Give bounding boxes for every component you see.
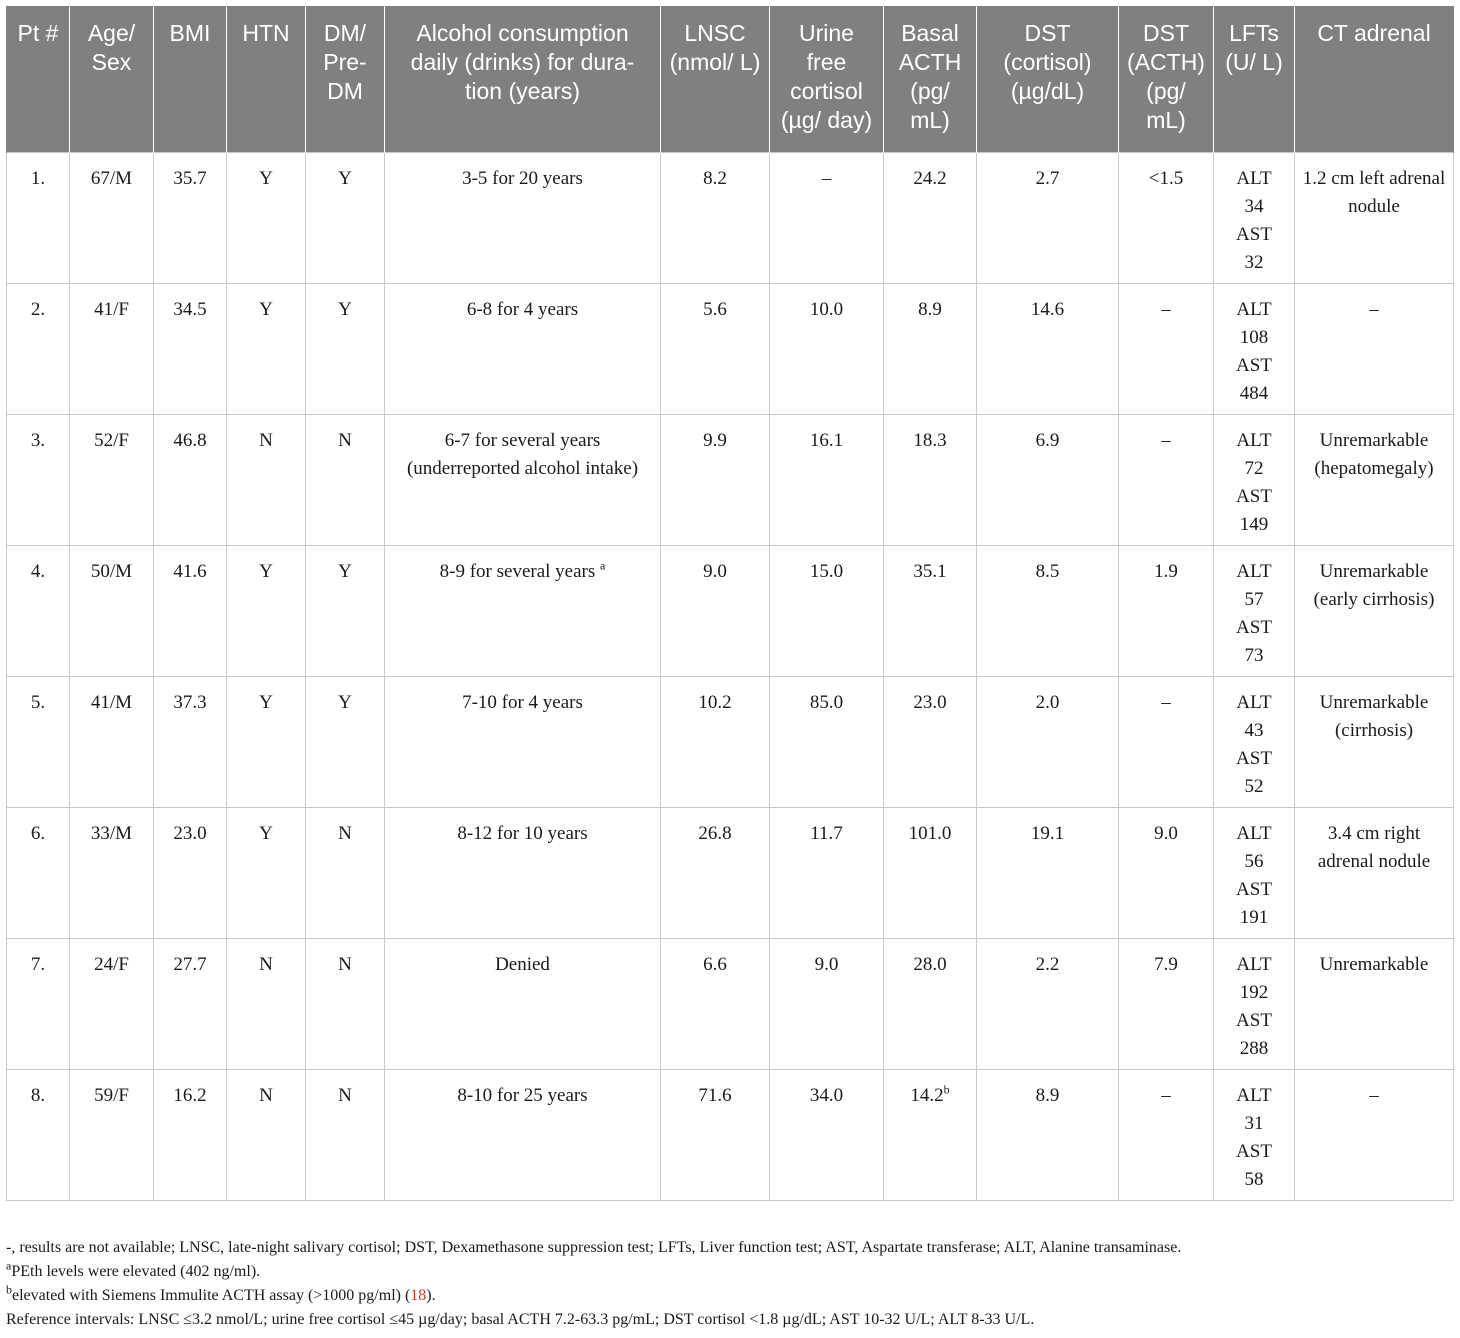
header-ct-adrenal: CT adrenal <box>1295 6 1454 152</box>
cell-dm: Y <box>306 283 385 414</box>
lft-lft-ast-label: AST <box>1236 878 1272 900</box>
cell-basal-acth-value: 101.0 <box>908 822 952 844</box>
cell-dst-acth: 7.9 <box>1119 938 1214 1069</box>
cell-age-sex: 67/M <box>70 152 154 283</box>
cell-basal-acth-value: 18.3 <box>913 429 947 451</box>
table-body <box>7 152 1454 1200</box>
cell-basal-acth <box>884 152 977 283</box>
footnote-b-end: ). <box>426 1287 436 1304</box>
cell-dst-cortisol: 8.5 <box>977 545 1119 676</box>
cell-basal-acth <box>884 283 977 414</box>
cell-lnsc: 10.2 <box>661 676 770 807</box>
header-dst-acth: DST (ACTH) (pg/ mL) <box>1119 6 1214 152</box>
cell-ufc: 9.0 <box>770 938 884 1069</box>
lft-lft-alt-label: ALT <box>1236 167 1272 189</box>
cell-ct-adrenal: 1.2 cm left adrenal nodule <box>1295 152 1454 283</box>
cell-bmi: 34.5 <box>154 283 227 414</box>
table-row <box>7 1069 1454 1200</box>
cell-ufc: 15.0 <box>770 545 884 676</box>
cell-bmi: 23.0 <box>154 807 227 938</box>
table-row <box>7 414 1454 545</box>
lft-lft-ast: 52 <box>1244 775 1264 797</box>
lft-lft-alt: 57 <box>1244 588 1264 610</box>
cell-pt: 3. <box>7 414 70 545</box>
cell-htn: Y <box>227 676 306 807</box>
cell-dst-cortisol: 2.0 <box>977 676 1119 807</box>
lft-lft-ast-label: AST <box>1236 223 1272 245</box>
cell-age-sex: 33/M <box>70 807 154 938</box>
cell-ct-adrenal: Unremarkable (hepatomegaly) <box>1295 414 1454 545</box>
cell-alcohol-value: 6-8 for 4 years <box>466 298 579 320</box>
cell-dm: Y <box>306 152 385 283</box>
cell-lfts <box>1214 414 1295 545</box>
lft-lft-ast: 484 <box>1239 382 1269 404</box>
cell-basal-acth <box>884 807 977 938</box>
lft-lft-ast-label: AST <box>1236 1009 1272 1031</box>
cell-age-sex: 41/F <box>70 283 154 414</box>
cell-bmi: 16.2 <box>154 1069 227 1200</box>
cell-htn: N <box>227 938 306 1069</box>
cell-htn: N <box>227 414 306 545</box>
cell-lfts <box>1214 676 1295 807</box>
lft-lft-ast: 149 <box>1239 513 1269 535</box>
cell-lnsc: 9.9 <box>661 414 770 545</box>
lft-lft-alt: 192 <box>1239 981 1269 1003</box>
cell-dm: Y <box>306 676 385 807</box>
cell-ufc: 10.0 <box>770 283 884 414</box>
footnote-a-text: PEth levels were elevated (402 ng/ml). <box>11 1263 261 1280</box>
cell-lnsc: 26.8 <box>661 807 770 938</box>
footnote-b <box>6 1284 1446 1308</box>
cell-age-sex: 50/M <box>70 545 154 676</box>
lft-lft-alt-label: ALT <box>1236 429 1272 451</box>
lft-lft-ast-label: AST <box>1236 1140 1272 1162</box>
lft-lft-alt: 56 <box>1244 850 1264 872</box>
footnote-reference-intervals: Reference intervals: LNSC ≤3.2 nmol/L; urine free cortisol ≤45 µg/day; basal ACTH 7.2-63.3 pg/mL; DST cortisol <1.8 µg/dL; AST 10-32 U/L; ALT 8-33 U/L. <box>6 1311 1035 1328</box>
table-header <box>7 6 1454 152</box>
cell-pt: 1. <box>7 152 70 283</box>
cell-basal-acth <box>884 545 977 676</box>
cell-alcohol-value: 8-12 for 10 years <box>457 822 588 844</box>
cell-ct-adrenal: Unremarkable <box>1295 938 1454 1069</box>
header-alcohol: Alcohol consumption daily (drinks) for dura- tion (years) <box>385 6 661 152</box>
cell-lnsc: 9.0 <box>661 545 770 676</box>
cell-basal-acth-value: 24.2 <box>913 167 947 189</box>
lft-lft-ast-label: AST <box>1236 747 1272 769</box>
cell-ct-adrenal: 3.4 cm right adrenal nodule <box>1295 807 1454 938</box>
patient-table <box>6 6 1454 1201</box>
cell-lnsc: 71.6 <box>661 1069 770 1200</box>
cell-alcohol <box>385 676 661 807</box>
lft-lft-ast: 191 <box>1239 906 1269 928</box>
cell-bmi: 27.7 <box>154 938 227 1069</box>
footnote-marker: b <box>943 1082 950 1097</box>
lft-lft-alt: 108 <box>1239 326 1269 348</box>
cell-dst-cortisol: 14.6 <box>977 283 1119 414</box>
cell-ct-adrenal: Unremarkable (cirrhosis) <box>1295 676 1454 807</box>
cell-basal-acth-value: 28.0 <box>913 953 947 975</box>
header-row <box>7 6 1454 152</box>
cell-alcohol-value: 3-5 for 20 years <box>462 167 583 189</box>
lft-lft-alt-label: ALT <box>1236 822 1272 844</box>
cell-dst-acth: 9.0 <box>1119 807 1214 938</box>
lft-lft-alt-label: ALT <box>1236 298 1272 320</box>
lft-lft-alt-label: ALT <box>1236 1084 1272 1106</box>
cell-lfts <box>1214 152 1295 283</box>
reference-link-18[interactable]: 18 <box>410 1287 427 1304</box>
cell-pt: 7. <box>7 938 70 1069</box>
header-ufc: Urine free cortisol (µg/ day) <box>770 6 884 152</box>
cell-bmi: 41.6 <box>154 545 227 676</box>
lft-lft-alt: 31 <box>1244 1112 1264 1134</box>
cell-age-sex: 41/M <box>70 676 154 807</box>
cell-alcohol <box>385 938 661 1069</box>
lft-lft-ast: 58 <box>1244 1168 1264 1190</box>
cell-htn: N <box>227 1069 306 1200</box>
cell-basal-acth <box>884 938 977 1069</box>
header-dst-cortisol: DST (cortisol) (µg/dL) <box>977 6 1119 152</box>
lft-lft-ast-label: AST <box>1236 354 1272 376</box>
cell-alcohol <box>385 414 661 545</box>
cell-age-sex: 24/F <box>70 938 154 1069</box>
cell-basal-acth <box>884 676 977 807</box>
lft-lft-alt-label: ALT <box>1236 953 1272 975</box>
lft-lft-alt: 43 <box>1244 719 1264 741</box>
cell-dst-acth: <1.5 <box>1119 152 1214 283</box>
cell-dm: N <box>306 807 385 938</box>
lft-lft-ast: 288 <box>1239 1037 1269 1059</box>
cell-bmi: 37.3 <box>154 676 227 807</box>
table-row <box>7 545 1454 676</box>
table-row <box>7 676 1454 807</box>
cell-lnsc: 6.6 <box>661 938 770 1069</box>
cell-htn: Y <box>227 283 306 414</box>
cell-bmi: 35.7 <box>154 152 227 283</box>
cell-ct-adrenal: – <box>1295 1069 1454 1200</box>
cell-basal-acth <box>884 1069 977 1200</box>
cell-lnsc: 5.6 <box>661 283 770 414</box>
cell-age-sex: 59/F <box>70 1069 154 1200</box>
cell-alcohol <box>385 152 661 283</box>
cell-bmi: 46.8 <box>154 414 227 545</box>
cell-alcohol-value: 8-9 for several years <box>439 560 596 582</box>
table-row <box>7 938 1454 1069</box>
cell-lfts <box>1214 807 1295 938</box>
cell-alcohol-value: 7-10 for 4 years <box>462 691 583 713</box>
cell-lfts <box>1214 1069 1295 1200</box>
cell-lfts <box>1214 938 1295 1069</box>
cell-dst-acth: – <box>1119 414 1214 545</box>
cell-basal-acth-value: 14.2 <box>910 1084 944 1106</box>
table-row <box>7 807 1454 938</box>
lft-lft-alt-label: ALT <box>1236 691 1272 713</box>
footnote-abbreviations: -, results are not available; LNSC, late-night salivary cortisol; DST, Dexamethasone suppression test; LFTs, Liver function test; AST, Aspartate transferase; ALT, Alanine transaminase. <box>6 1239 1182 1256</box>
cell-dst-acth: – <box>1119 1069 1214 1200</box>
lft-lft-ast-label: AST <box>1236 616 1272 638</box>
cell-lnsc: 8.2 <box>661 152 770 283</box>
cell-dst-cortisol: 8.9 <box>977 1069 1119 1200</box>
header-htn: HTN <box>227 6 306 152</box>
cell-htn: Y <box>227 807 306 938</box>
cell-alcohol-value: 8-10 for 25 years <box>457 1084 588 1106</box>
cell-basal-acth <box>884 414 977 545</box>
cell-ufc: 16.1 <box>770 414 884 545</box>
cell-ufc: – <box>770 152 884 283</box>
lft-lft-alt: 72 <box>1244 457 1264 479</box>
lft-lft-alt: 34 <box>1244 195 1264 217</box>
cell-dst-cortisol: 2.2 <box>977 938 1119 1069</box>
cell-ufc: 34.0 <box>770 1069 884 1200</box>
cell-alcohol <box>385 1069 661 1200</box>
footnote-a <box>6 1260 1446 1284</box>
lft-lft-ast: 73 <box>1244 644 1264 666</box>
cell-dst-cortisol: 2.7 <box>977 152 1119 283</box>
cell-htn: Y <box>227 152 306 283</box>
lft-lft-alt-label: ALT <box>1236 560 1272 582</box>
lft-lft-ast: 32 <box>1244 251 1264 273</box>
cell-ufc: 85.0 <box>770 676 884 807</box>
cell-basal-acth-value: 35.1 <box>913 560 947 582</box>
cell-pt: 8. <box>7 1069 70 1200</box>
lft-lft-ast-label: AST <box>1236 485 1272 507</box>
header-lnsc: LNSC (nmol/ L) <box>661 6 770 152</box>
header-age-sex: Age/ Sex <box>70 6 154 152</box>
cell-ct-adrenal: – <box>1295 283 1454 414</box>
table-footnotes <box>6 1236 1446 1332</box>
cell-pt: 6. <box>7 807 70 938</box>
header-bmi: BMI <box>154 6 227 152</box>
footnote-b-text: elevated with Siemens Immulite ACTH assay (>1000 pg/ml) ( <box>12 1287 411 1304</box>
cell-pt: 5. <box>7 676 70 807</box>
header-dm: DM/ Pre- DM <box>306 6 385 152</box>
footnote-a-marker: a <box>6 1258 12 1273</box>
cell-lfts <box>1214 283 1295 414</box>
header-lfts: LFTs (U/ L) <box>1214 6 1295 152</box>
cell-dst-acth: – <box>1119 676 1214 807</box>
cell-ufc: 11.7 <box>770 807 884 938</box>
footnote-marker: a <box>600 558 606 573</box>
cell-ct-adrenal: Unremarkable (early cirrhosis) <box>1295 545 1454 676</box>
cell-dst-cortisol: 6.9 <box>977 414 1119 545</box>
clinical-data-table-container <box>6 6 1453 1201</box>
footnote-b-marker: b <box>6 1282 12 1297</box>
cell-alcohol <box>385 807 661 938</box>
cell-basal-acth-value: 8.9 <box>918 298 942 320</box>
header-basal-acth: Basal ACTH (pg/ mL) <box>884 6 977 152</box>
cell-lfts <box>1214 545 1295 676</box>
cell-dm: N <box>306 938 385 1069</box>
cell-alcohol <box>385 545 661 676</box>
cell-dst-acth: 1.9 <box>1119 545 1214 676</box>
cell-alcohol-value: 6-7 for several years (underreported alcohol intake) <box>406 429 639 479</box>
cell-pt: 4. <box>7 545 70 676</box>
cell-alcohol <box>385 283 661 414</box>
cell-alcohol-value: Denied <box>495 953 550 975</box>
cell-age-sex: 52/F <box>70 414 154 545</box>
header-pt: Pt # <box>7 6 70 152</box>
table-row <box>7 283 1454 414</box>
cell-basal-acth-value: 23.0 <box>913 691 947 713</box>
cell-htn: Y <box>227 545 306 676</box>
cell-dm: N <box>306 414 385 545</box>
cell-dm: Y <box>306 545 385 676</box>
cell-dst-cortisol: 19.1 <box>977 807 1119 938</box>
cell-pt: 2. <box>7 283 70 414</box>
table-row <box>7 152 1454 283</box>
cell-dm: N <box>306 1069 385 1200</box>
cell-dst-acth: – <box>1119 283 1214 414</box>
